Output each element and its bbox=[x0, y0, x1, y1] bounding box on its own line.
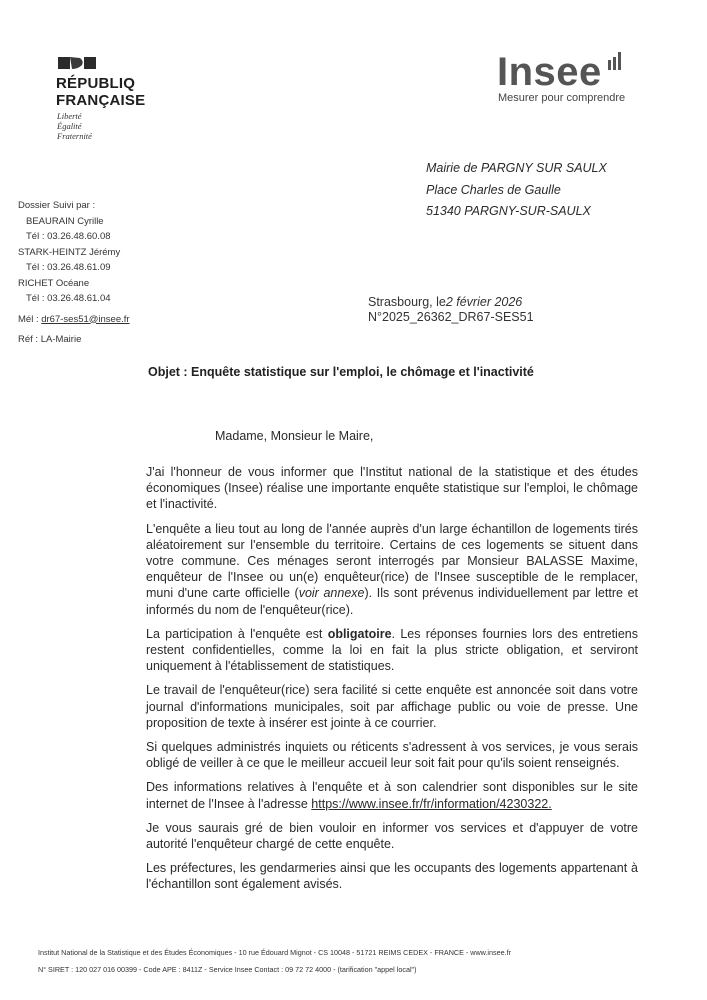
paragraph-2-text: L'enquête a lieu tout au long de l'année auprès d'un large échantillon de logements tirés aléatoirement sur l'ensemble du territoire. Certains de ces logements se situent dans votre commune. Ces ménages seront interrogés par Monsieur BALASSE Maxime, enquêteur de l'Insee ou un(e) enquêteur(rice) de l'Insee susceptible de le remplacer, muni d'une carte officielle ( bbox=[146, 521, 638, 601]
letter-subject: Objet : Enquête statistique sur l'emploi, le chômage et l'inactivité bbox=[148, 365, 534, 379]
paragraph-7: Je vous saurais gré de bien vouloir en informer vos services et d'appuyer de votre autorité l'enquêteur chargé de cette enquête. bbox=[146, 820, 638, 852]
insee-info-link[interactable]: https://www.insee.fr/fr/information/4230322. bbox=[311, 796, 552, 811]
place-prefix: Strasbourg, le bbox=[368, 295, 446, 309]
recipient-line-2: Place Charles de Gaulle bbox=[426, 182, 561, 197]
paragraph-8: Les préfectures, les gendarmeries ainsi que les occupants des logements appartenant à l'échantillon sont également avisés. bbox=[146, 861, 638, 892]
recipient-line-3: 51340 PARGNY-SUR-SAULX bbox=[426, 204, 591, 218]
motto-liberte: Liberté bbox=[57, 111, 82, 121]
marianne-logo-icon bbox=[58, 56, 96, 70]
insee-logo bbox=[497, 52, 624, 92]
recipient-line-1: Mairie de PARGNY SUR SAULX bbox=[426, 161, 607, 175]
dateline bbox=[368, 295, 534, 325]
paragraph-3-text: La participation à l'enquête est bbox=[146, 626, 328, 641]
letter-footer bbox=[38, 944, 511, 978]
republic-line-1: RÉPUBLIQ bbox=[56, 75, 136, 92]
paragraph-2 bbox=[146, 521, 638, 618]
paragraph-3 bbox=[146, 626, 638, 675]
contact-phone: Tél : 03.26.48.60.08 bbox=[26, 231, 111, 242]
paragraph-1: J'ai l'honneur de vous informer que l'Institut national de la statistique et des études économiques (Insee) réalise une importante enquête statistique sur l'emploi, le chômage et l'inactivité. bbox=[146, 465, 638, 512]
paragraph-4: Le travail de l'enquêteur(rice) sera facilité si cette enquête est annoncée soit dans votre journal d'informations municipales, soit par affichage public ou voie de presse. Une proposition de texte à insérer est jointe à ce courrier. bbox=[146, 683, 638, 730]
recipient-address bbox=[426, 158, 607, 223]
contact-name: STARK-HEINTZ Jérémy bbox=[18, 246, 121, 258]
letter-reference: N°2025_26362_DR67-SES51 bbox=[368, 310, 534, 324]
paragraph-5: Si quelques administrés inquiets ou réticents s'adressent à vos services, je vous serais obligé de veiller à ce que le meilleur accueil leur soit fait pour qu'ils soient renseignés. bbox=[146, 740, 638, 771]
mail-label: Mél : bbox=[18, 313, 39, 325]
obligatory-emphasis: obligatoire bbox=[327, 626, 392, 641]
reference-label: Réf : LA-Mairie bbox=[18, 334, 82, 345]
followed-by-label: Dossier Suivi par : bbox=[18, 200, 96, 211]
paragraph-2-text-end: ). Ils sont prévenus individuellement par lettre et informés du nom de l'enquêteur(rice). bbox=[146, 586, 638, 617]
date-line bbox=[368, 295, 534, 310]
contact-phone: Tél : 03.26.48.61.09 bbox=[26, 262, 111, 273]
sender-contacts bbox=[18, 198, 130, 348]
motto-fraternite: Fraternité bbox=[57, 131, 92, 141]
republic-motto bbox=[57, 111, 92, 141]
letter-date: 2 février 2026 bbox=[445, 295, 523, 309]
paragraph-3-text-end: . Les réponses fournies lors des entretiens restent confidentielles, comme la loi en fait la plus stricte obligation, et serviront uniquement à l'établissement de statistiques. bbox=[146, 626, 638, 674]
contact-name: BEAURAIN Cyrille bbox=[26, 215, 104, 227]
motto-egalite: Égalité bbox=[57, 121, 82, 131]
letter-body bbox=[146, 464, 638, 901]
insee-tagline: Mesurer pour comprendre bbox=[498, 92, 626, 104]
mail-line bbox=[18, 312, 130, 328]
mail-link[interactable]: dr67-ses51@insee.fr bbox=[41, 313, 130, 325]
insee-bars-icon bbox=[608, 52, 624, 79]
footer-address-line: Institut National de la Statistique et des Études Économiques - 10 rue Édouard Mignot - CS 10048 - 51721 REIMS CEDEX - FRANCE - www.insee.fr bbox=[38, 948, 512, 957]
insee-logo-text: Insee bbox=[497, 50, 602, 94]
salutation: Madame, Monsieur le Maire, bbox=[215, 429, 374, 443]
republic-line-2: FRANÇAISE bbox=[56, 92, 146, 109]
republique-francaise-title bbox=[56, 75, 145, 109]
paragraph-6 bbox=[146, 779, 638, 811]
paragraph-6-text: Des informations relatives à l'enquête et à son calendrier sont disponibles sur le site internet de l'Insee à l'adresse bbox=[146, 780, 638, 811]
footer-siret-line: N° SIRET : 120 027 016 00399 - Code APE : 8411Z - Service Insee Contact : 09 72 72 4000 - (tarification "appel local") bbox=[38, 965, 417, 974]
annex-reference: voir annexe bbox=[298, 586, 365, 601]
contact-phone: Tél : 03.26.48.61.04 bbox=[26, 293, 111, 304]
contact-name: RICHET Océane bbox=[18, 277, 90, 289]
